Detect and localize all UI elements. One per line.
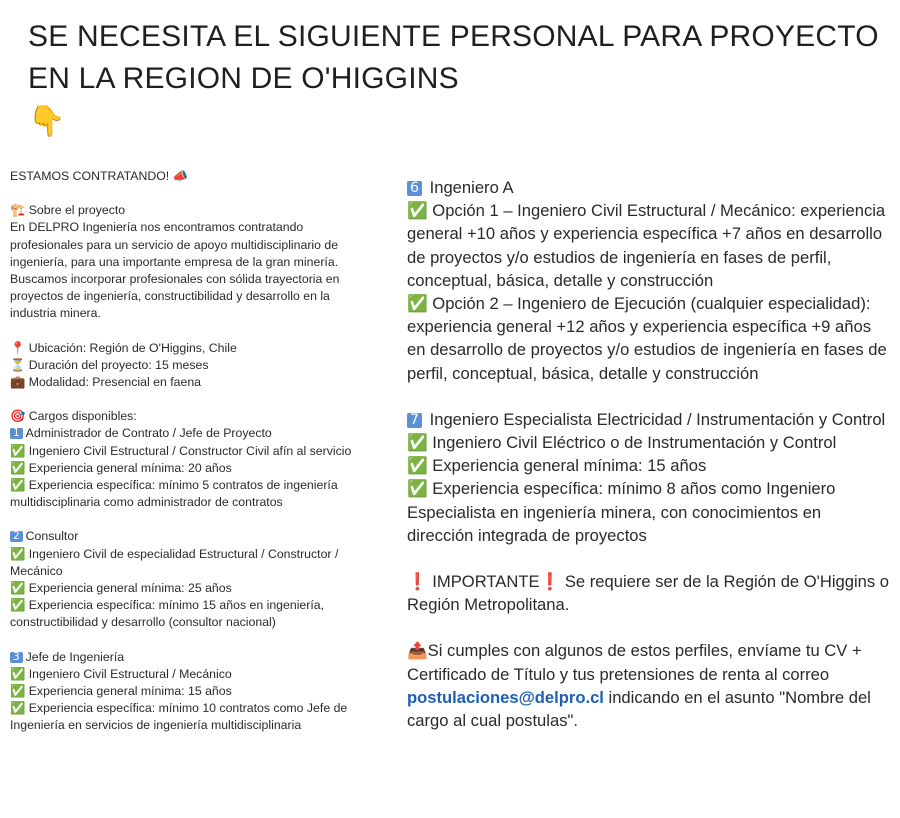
- important-notice: [407, 570, 892, 616]
- location-info: 📍 Ubicación: Región de O'Higgins, Chile: [10, 340, 237, 355]
- check-icon: ✅: [10, 460, 26, 475]
- apply-text-before: Si cumples con algunos de estos perfiles, envíame tu CV + Certificado de Título y tus pretensiones de renta al correo: [407, 641, 862, 684]
- option-2: Opción 2 – Ingeniero de Ejecución (cualquier especialidad): experiencia general +12 años y experiencia específica +9 años en desarrollo de proyectos y/o estudios de ingeniería en fases de perfil, conceptual, básica, detalle y construcción: [407, 294, 887, 383]
- exclamation-icon: ❗: [407, 572, 428, 592]
- check-icon: ✅: [407, 479, 428, 499]
- requirement: Experiencia general mínima: 15 años: [28, 684, 232, 699]
- check-icon: ✅: [10, 684, 26, 699]
- check-icon: ✅: [10, 443, 26, 458]
- hiring-heading: ESTAMOS CONTRATANDO! 📣: [10, 169, 188, 183]
- requirement: Ingeniero Civil Eléctrico o de Instrumentación y Control: [432, 433, 837, 453]
- check-icon: ✅: [10, 666, 26, 681]
- requirement: Ingeniero Civil Estructural / Mecánico: [28, 666, 232, 681]
- requirement: Experiencia específica: mínimo 15 años en ingeniería, constructibilidad y desarrollo (consultor nacional): [10, 598, 325, 630]
- left-column: [10, 168, 375, 735]
- requirement: Experiencia específica: mínimo 5 contratos de ingeniería multidisciplinaria como administrador de contratos: [10, 478, 338, 510]
- position-title: Consultor: [25, 529, 79, 544]
- requirement: Experiencia general mínima: 25 años: [28, 581, 232, 596]
- number-2-icon: 2: [10, 531, 23, 542]
- pointing-down-icon: 👇: [28, 104, 66, 139]
- email-link[interactable]: postulaciones@delpro.cl: [407, 687, 604, 707]
- requirement: Experiencia general mínima: 15 años: [432, 456, 707, 476]
- exclamation-icon: ❗: [539, 572, 561, 592]
- check-icon: ✅: [10, 546, 26, 561]
- position-1: [10, 425, 375, 511]
- number-1-icon: 1: [10, 428, 23, 439]
- position-title: Jefe de Ingeniería: [25, 649, 125, 664]
- about-text: En DELPRO Ingeniería nos encontramos contratando profesionales para un servicio de apoyo multidisciplinario de ingeniería, para una importante empresa de la gran minería. Buscamos incorporar profesionales con sólida trayectoria en proyectos de ingeniería, constructibilidad y desarrollo en la industria minera.: [10, 220, 340, 321]
- apply-text-after: indicando en el asunto "Nombre del cargo al cual postulas".: [407, 687, 871, 731]
- check-icon: ✅: [407, 433, 428, 453]
- check-icon: ✅: [10, 598, 26, 613]
- important-text: Se requiere ser de la Región de O'Higgins o Región Metropolitana.: [407, 572, 890, 615]
- check-icon: ✅: [407, 201, 428, 221]
- position-6: [407, 176, 892, 385]
- important-label: IMPORTANTE: [432, 572, 540, 592]
- outbox-tray-icon: 📤: [407, 641, 428, 661]
- position-title: Administrador de Contrato / Jefe de Proyecto: [25, 426, 272, 441]
- position-title: Ingeniero A: [429, 178, 514, 197]
- position-3: [10, 649, 375, 735]
- check-icon: ✅: [10, 701, 26, 716]
- modality-info: 💼 Modalidad: Presencial en faena: [10, 375, 201, 390]
- check-icon: ✅: [407, 456, 428, 476]
- position-7: [407, 408, 892, 547]
- apply-instructions: [407, 639, 892, 732]
- position-title: Ingeniero Especialista Electricidad / Instrumentación y Control: [429, 409, 886, 429]
- right-column: [407, 176, 892, 732]
- requirement: Experiencia específica: mínimo 10 contratos como Jefe de Ingeniería en servicios de ingeniería multidisciplinaria: [10, 701, 348, 733]
- position-2: [10, 528, 375, 631]
- requirement: Ingeniero Civil Estructural / Constructor Civil afín al servicio: [28, 443, 352, 458]
- requirement: Experiencia general mínima: 20 años: [28, 460, 232, 475]
- check-icon: ✅: [10, 478, 26, 493]
- about-heading: 🏗️ Sobre el proyecto: [10, 203, 126, 218]
- requirement: Ingeniero Civil de especialidad Estructural / Constructor / Mecánico: [10, 546, 339, 578]
- title-line-1: SE NECESITA EL SIGUIENTE PERSONAL PARA PROYECTO: [28, 20, 879, 53]
- option-1: Opción 1 – Ingeniero Civil Estructural / Mecánico: experiencia general +10 años y experiencia específica +7 años en desarrollo de proyectos y/o estudios de ingeniería en fases de perfil, conceptual, básica, detalle y construcción: [407, 201, 886, 290]
- check-icon: ✅: [407, 294, 428, 314]
- post-title: [28, 16, 888, 142]
- requirement: Experiencia específica: mínimo 8 años como Ingeniero Especialista en ingeniería minera, con conocimientos en dirección integrada de proyectos: [407, 479, 836, 545]
- check-icon: ✅: [10, 581, 26, 596]
- positions-heading: 🎯 Cargos disponibles:: [10, 409, 137, 424]
- number-3-icon: 3: [10, 652, 23, 663]
- title-line-2: EN LA REGION DE O'HIGGINS: [28, 62, 459, 95]
- number-7-icon: 7: [407, 413, 422, 428]
- number-6-icon: 6: [407, 181, 422, 196]
- duration-info: ⏳ Duración del proyecto: 15 meses: [10, 357, 209, 372]
